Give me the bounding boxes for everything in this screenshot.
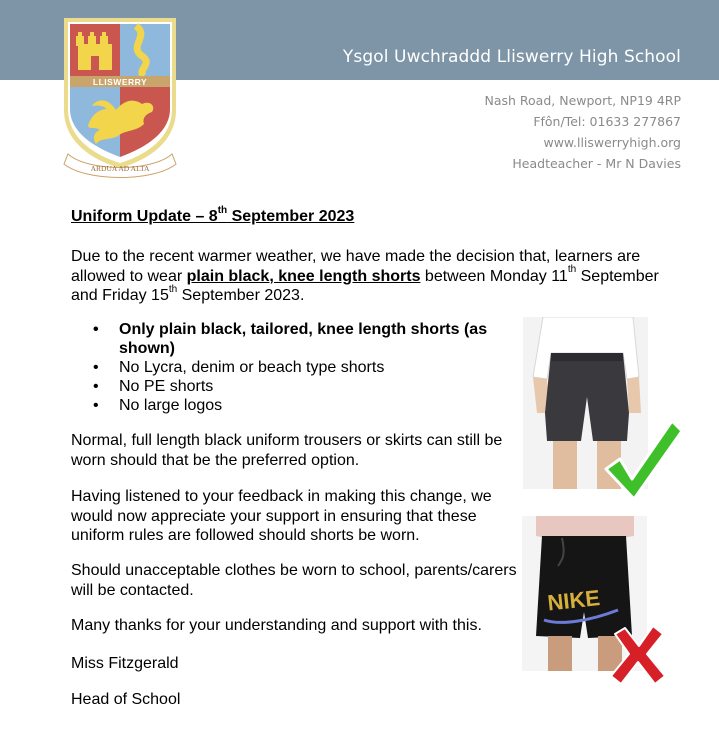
- intro-paragraph: Due to the recent warmer weather, we have made the decision that, learners are allowed to wear plain black, knee length shorts between Monday 11th September and Friday 15th September 2023.: [71, 248, 659, 304]
- rule-item: • No PE shorts: [71, 377, 511, 396]
- red-cross-icon: [609, 624, 667, 686]
- svg-text:NIKE: NIKE: [546, 585, 602, 616]
- rule-item: • No large logos: [71, 396, 511, 415]
- contact-website: www.lliswerryhigh.org: [543, 135, 681, 150]
- crest-name-banner: LLISWERRY: [92, 77, 148, 87]
- highlight-shorts: plain black, knee length shorts: [186, 267, 421, 285]
- contact-details: [484, 90, 681, 174]
- paragraph-thanks: Many thanks for your understanding and support with this.: [71, 617, 482, 634]
- school-name: Ysgol Uwchraddd Lliswerry High School: [342, 47, 681, 67]
- letter-heading: Uniform Update – 8th September 2023: [71, 204, 355, 225]
- signoff-title: Head of School: [71, 691, 181, 708]
- rule-item: • No Lycra, denim or beach type shorts: [71, 358, 511, 377]
- signoff-name: Miss Fitzgerald: [71, 655, 179, 672]
- contact-address: Nash Road, Newport, NP19 4RP: [484, 93, 681, 108]
- paragraph-consequences: Should unacceptable clothes be worn to school, parents/carers will be contacted.: [71, 562, 517, 599]
- school-crest-logo: [58, 14, 182, 179]
- green-checkmark-icon: [602, 417, 686, 503]
- crest-motto: ARDUA AD ALTA: [90, 164, 150, 173]
- contact-headteacher: Headteacher - Mr N Davies: [512, 156, 681, 171]
- paragraph-alternatives: Normal, full length black uniform trousers or skirts can still be worn should that be the preferred option.: [71, 432, 503, 469]
- paragraph-feedback: Having listened to your feedback in making this change, we would now appreciate your support in ensuring that these uniform rules are followed should shorts be worn.: [71, 488, 492, 544]
- rule-item: • Only plain black, tailored, knee length shorts (as shown): [71, 320, 511, 358]
- contact-phone: Ffôn/Tel: 01633 277867: [533, 114, 681, 129]
- rules-list: [71, 320, 511, 415]
